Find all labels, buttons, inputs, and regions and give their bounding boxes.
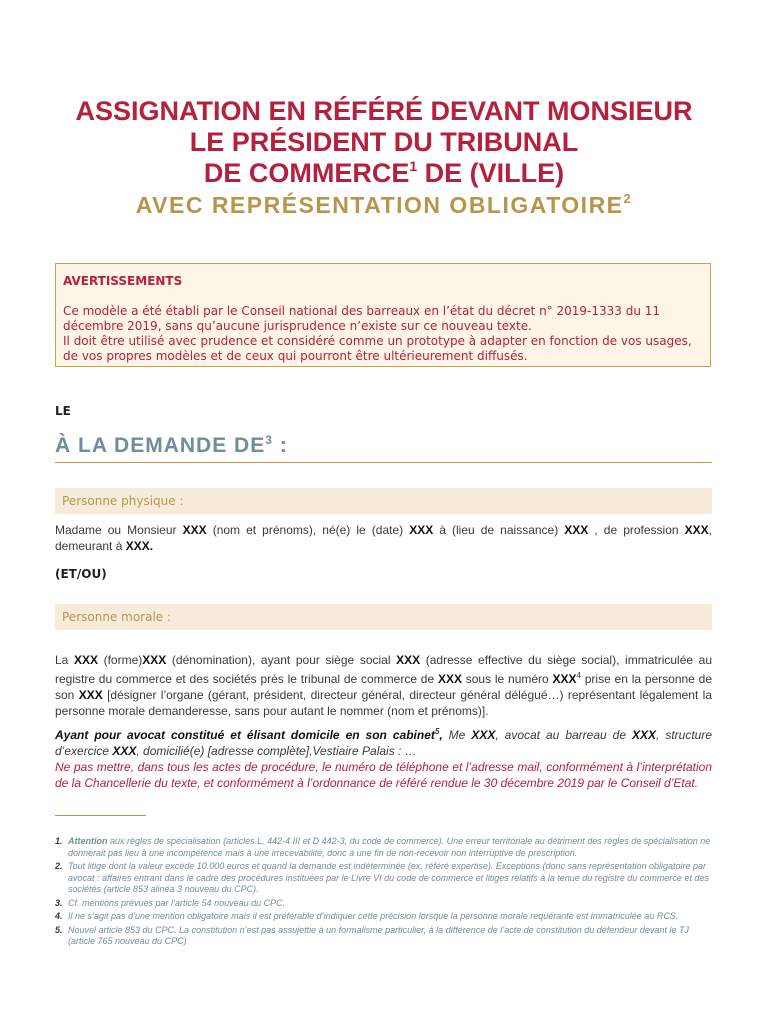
- footnote-text: Tout litige dont la valeur excède 10.000 euros et quand la demande est indéterminée (ex. référé expertise). Exceptions (donc sans représentation obligatoire par avocat : affaires entrant dans le cadre des procédures instituées par le Livre VI du code de commerce et litiges relatifs à la tenue du registre du commerce et des sociétés (article 853 alinéa 3 nouveau du CPC).: [68, 861, 709, 894]
- footnote-ref-2[interactable]: 2: [623, 191, 633, 206]
- footnote-number: 2.: [55, 861, 63, 871]
- footnote-text: Nouvel article 853 du CPC. La constitution n’est pas assujettie à un formalisme particulier, à la différence de l’acte de constitution du défendeur devant le TJ (article 765 nouveau du CPC): [68, 924, 689, 946]
- footnote-item: [55, 911, 715, 923]
- p1-text: à (lieu de naissance): [433, 523, 565, 537]
- placeholder-xxx: XXX: [112, 744, 137, 758]
- warning-text-1: Ce modèle a été établi par le Conseil national des barreaux en l’état du décret n° 2019-1333 du 11 décembre 2019, sans qu’aucune jurisprudence n’existe sur ce nouveau texte.: [63, 304, 661, 333]
- paragraph-personne-physique: [55, 522, 712, 554]
- warning-heading: AVERTISSEMENTS: [63, 274, 183, 288]
- warning-text-2: Il doit être utilisé avec prudence et considéré comme un prototype à adapter en fonction de vos usages, de vos propres modèles et de ceux qui pourront être ultérieurement diffusés.: [63, 334, 692, 363]
- placeholder-xxx: XXX: [437, 672, 462, 686]
- section-heading: [55, 434, 712, 463]
- avocat-note-red: Ne pas mettre, dans tous les actes de procédure, le numéro de téléphone et l’adresse mail, conformément à l’interprétation de la Chancellerie du texte, et conformément à l’ordonnance de référé rendue le 30 décembre 2019 par le Conseil d’Etat.: [55, 760, 712, 790]
- avocat-heading: Ayant pour avocat constitué et élisant domicile en son cabinet: [55, 728, 435, 742]
- footnote-number: 3.: [55, 897, 63, 908]
- footnote-item: [55, 925, 715, 948]
- title-line-1: ASSIGNATION EN RÉFÉRÉ DEVANT MONSIEUR: [75, 96, 693, 126]
- p3-text: , domicilié(e) [adresse complète],Vestiaire Palais : …: [136, 744, 417, 758]
- p3-text: , avocat au barreau de: [495, 728, 632, 742]
- placeholder-xxx: XXX: [684, 523, 709, 537]
- paragraph-personne-morale: [55, 652, 712, 719]
- placeholder-xxx: XXX: [73, 653, 98, 667]
- footnote-item: [55, 898, 715, 910]
- footnote-text: aux règles de spécialisation (articles L. 442-4 III et D 442-3, du code de commerce). Une erreur territoriale au détriment des règles de spécialisation ne donnerait pas lieu à une incompétence mais à une irrecevabilité, donc à une fin de non-recevoir non interruptive de prescription.: [68, 836, 711, 858]
- placeholder-xxx: XXX: [552, 672, 577, 686]
- paragraph-avocat: [55, 724, 712, 791]
- footnotes: [55, 836, 715, 950]
- footnote-text: Cf. mentions prévues par l’article 54 nouveau du CPC.: [68, 897, 286, 908]
- placeholder-xxx: XXX: [631, 728, 656, 742]
- document-title: [0, 96, 768, 189]
- section-heading-colon: :: [272, 434, 288, 457]
- et-ou-label: (ET/OU): [55, 567, 107, 581]
- footnote-ref-5[interactable]: 5: [434, 727, 440, 736]
- p2-text: prise en la personne de son: [55, 672, 712, 702]
- p2-text: La: [55, 653, 74, 667]
- title-line-3-a: DE COMMERCE: [203, 158, 410, 188]
- band-personne-morale: Personne morale :: [55, 604, 712, 630]
- placeholder-xxx: XXX: [471, 728, 496, 742]
- p3-text: , structure d’exercice: [55, 728, 712, 758]
- warning-box: [55, 263, 711, 367]
- section-heading-text: À LA DEMANDE DE: [55, 434, 266, 457]
- footnote-number: 4.: [55, 911, 63, 921]
- footnote-bold: Attention: [68, 836, 108, 846]
- placeholder-xxx: XXX: [409, 523, 434, 537]
- placeholder-xxx: XXX: [142, 653, 167, 667]
- footnote-number: 1.: [55, 836, 63, 846]
- p1-text: , de profession: [588, 523, 685, 537]
- title-line-3-b: DE (VILLE): [417, 158, 565, 188]
- footnote-number: 5.: [55, 924, 63, 935]
- p2-text: sous le numéro: [461, 672, 553, 686]
- placeholder-xxx: XXX: [564, 523, 589, 537]
- title-line-2: LE PRÉSIDENT DU TRIBUNAL: [189, 127, 579, 157]
- document-subtitle: [0, 192, 768, 219]
- footnote-divider: [55, 815, 146, 816]
- placeholder-xxx: XXX.: [125, 539, 154, 553]
- title-line-3: [0, 158, 768, 189]
- footnote-item: [55, 836, 715, 859]
- p2-text: (forme): [97, 653, 143, 667]
- footnote-ref-4[interactable]: 4: [576, 671, 581, 680]
- le-label: LE: [55, 404, 71, 418]
- footnote-ref-3[interactable]: 3: [265, 433, 273, 447]
- p1-text: (nom et prénoms), né(e) le (date): [206, 523, 410, 537]
- placeholder-xxx: XXX: [78, 688, 103, 702]
- footnote-item: [55, 861, 715, 896]
- avocat-comma: ,: [439, 728, 443, 742]
- footnote-ref-1[interactable]: 1: [409, 158, 418, 174]
- footnote-text: Il ne s’agit pas d’une mention obligatoire mais il est préférable d’indiquer cette précision lorsque la personne morale requérante est immatriculée au RCS.: [68, 911, 679, 921]
- p2-text: (dénomination), ayant pour siège social: [166, 653, 397, 667]
- band-personne-physique: Personne physique :: [55, 488, 712, 514]
- p2-text: [désigner l’organe (gérant, président, directeur général, directeur général délégué…) représentant légalement la personne morale demanderesse, sans pour autant le nommer (nom et prénoms)].: [55, 688, 712, 718]
- p3-text: Me: [442, 728, 472, 742]
- subtitle-text: AVEC REPRÉSENTATION OBLIGATOIRE: [135, 192, 624, 218]
- placeholder-xxx: XXX: [396, 653, 421, 667]
- p2-text: (adresse effective du siège social), immatriculée au registre du commerce et des sociétés près le tribunal de commerce de: [55, 653, 713, 686]
- placeholder-xxx: XXX: [182, 523, 207, 537]
- p1-text: , demeurant à: [55, 523, 713, 553]
- p1-text: Madame ou Monsieur: [55, 523, 183, 537]
